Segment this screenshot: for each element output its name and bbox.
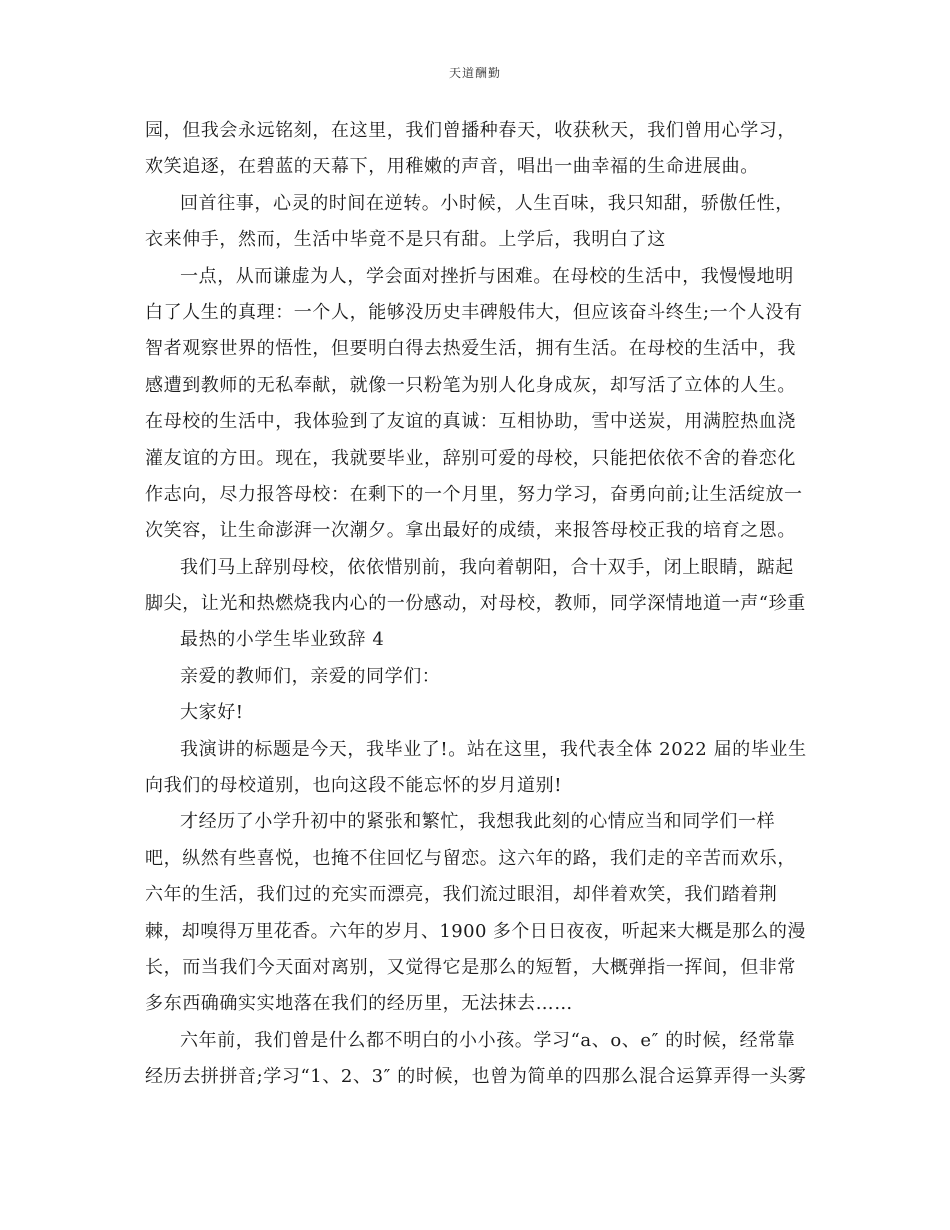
text-line: 我们马上辞别母校，依依惜别前，我向着朝阳，合十双手，闭上眼睛，踮起: [180, 556, 794, 578]
text-line: 亲爱的教师们，亲爱的同学们：: [180, 665, 441, 687]
text-line: 衣来伸手，然而，生活中毕竟不是只有甜。上学后，我明白了这: [145, 229, 666, 251]
text-line: 智者观察世界的悟性，但要明白得去热爱生活，拥有生活。在母校的生活中，我: [145, 338, 796, 360]
page-header: 天道酬勤: [448, 66, 501, 80]
text-line: 六年的生活，我们过的充实而漂亮，我们流过眼泪，却伴着欢笑，我们踏着荆: [145, 884, 778, 906]
text-line: 吧，纵然有些喜悦，也掩不住回忆与留恋。这六年的路，我们走的辛苦而欢乐，: [145, 847, 796, 869]
text-line: 感遭到教师的无私奉献，就像一只粉笔为别人化身成灰，却写活了立体的人生。: [145, 374, 796, 396]
text-line: 园，但我会永远铭刻，在这里，我们曾播种春天，收获秋天，我们曾用心学习，: [145, 120, 796, 141]
text-line: 在母校的生活中，我体验到了友谊的真诚：互相协助，雪中送炭，用满腔热血浇: [145, 411, 796, 433]
text-line: 才经历了小学升初中的紧张和繁忙，我想我此刻的心情应当和同学们一样: [180, 811, 776, 833]
text-line: 经历去拼拼音;学习“1、2、3″ 的时候，也曾为简单的四那么混合运算弄得一头雾: [145, 1066, 807, 1088]
text-line: 六年前，我们曾是什么都不明白的小小孩。学习“a、o、e″ 的时候，经常靠: [180, 1029, 796, 1051]
text-line: 多东西确确实实地落在我们的经历里，无法抹去……: [145, 993, 573, 1015]
document-body: [145, 113, 807, 1096]
text-line: 棘，却嗅得万里花香。六年的岁月、1900 多个日日夜夜，听起来大概是那么的漫: [145, 920, 806, 942]
text-line: 脚尖，让光和热燃烧我内心的一份感动，对母校，教师，同学深情地道一声“珍重: [145, 593, 806, 615]
text-line: 次笑容，让生命澎湃一次潮夕。拿出最好的成绩，来报答母校正我的培育之恩。: [145, 520, 796, 542]
text-line: 向我们的母校道别，也向这段不能忘怀的岁月道别!: [145, 775, 563, 797]
text-line: 灌友谊的方田。现在，我就要毕业，辞别可爱的母校，只能把依依不舍的眷恋化: [145, 447, 796, 469]
text-line: 我演讲的标题是今天，我毕业了!。站在这里，我代表全体 2022 届的毕业生: [180, 738, 807, 760]
text-line: 大家好!: [180, 702, 244, 724]
text-line: 最热的小学生毕业致辞 4: [180, 629, 385, 651]
text-line: 一点，从而谦虚为人，学会面对挫折与困难。在母校的生活中，我慢慢地明: [180, 265, 794, 287]
text-line: 欢笑追逐，在碧蓝的天幕下，用稚嫩的声音，唱出一曲幸福的生命进展曲。: [145, 156, 759, 178]
text-line: 回首往事，心灵的时间在逆转。小时候，人生百味，我只知甜，骄傲任性，: [180, 192, 794, 214]
text-line: 白了人生的真理：一个人，能够没历史丰碑般伟大，但应该奋斗终生;一个人没有: [145, 301, 803, 323]
text-line: 长，而当我们今天面对离别，又觉得它是那么的短暂，大概弹指一挥间，但非常: [145, 956, 796, 978]
text-line: 作志向，尽力报答母校：在剩下的一个月里，努力学习，奋勇向前;让生活绽放一: [145, 483, 803, 505]
